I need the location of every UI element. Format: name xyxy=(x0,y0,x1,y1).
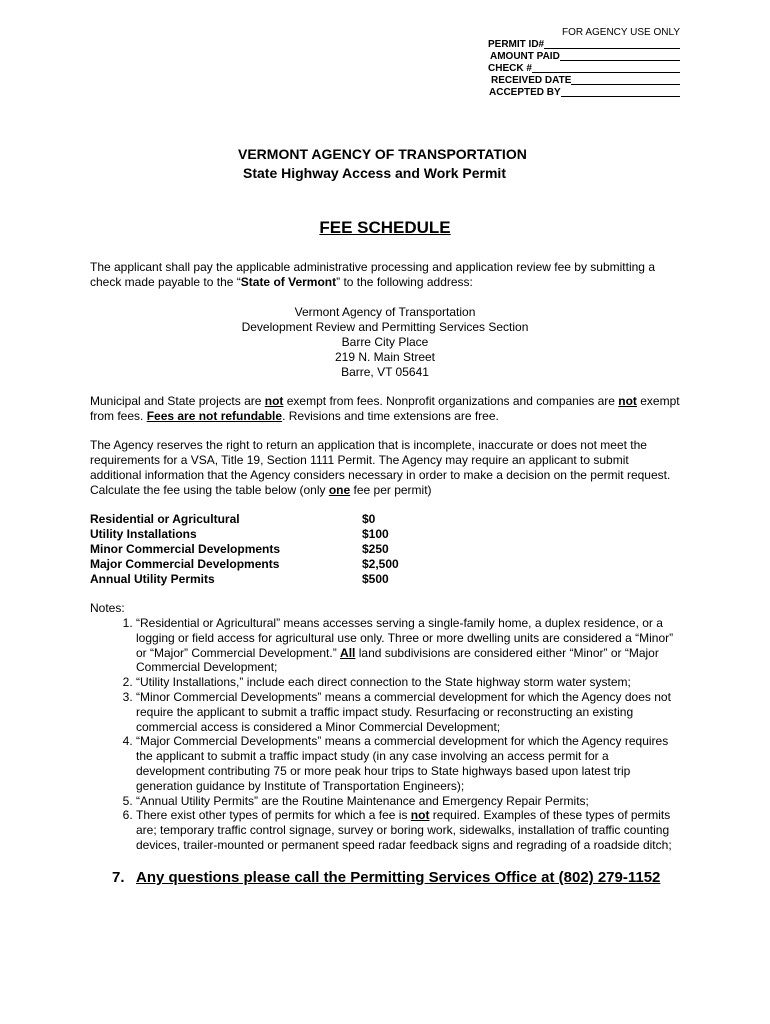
fee-type: Major Commercial Developments xyxy=(90,557,280,571)
note-item: 2. “Utility Installations,” include each direct connection to the State highway storm water system; xyxy=(136,675,680,690)
note-item: 5. “Annual Utility Permits” are the Routine Maintenance and Emergency Repair Permits; xyxy=(136,794,680,809)
permit-title: State Highway Access and Work Permit xyxy=(243,165,506,181)
amount-paid-field: AMOUNT PAID xyxy=(488,51,680,63)
mailing-address xyxy=(0,305,770,380)
contact-text: Any questions please call the Permitting Services Office at (802) 279-1152 xyxy=(136,869,661,886)
address-line: Barre City Place xyxy=(341,335,429,349)
intro-paragraph: The applicant shall pay the applicable administrative processing and application review fee by submitting a check made payable to the “State of Vermont” to the following address: xyxy=(90,260,655,289)
exemption-paragraph: Municipal and State projects are not exempt from fees. Nonprofit organizations and companies are not exempt from fees. Fees are not refundable. Revisions and time extensions are free. xyxy=(90,394,680,423)
address-line: 219 N. Main Street xyxy=(334,350,436,364)
payee-name: State of Vermont xyxy=(240,275,337,289)
notes-label: Notes: xyxy=(90,601,125,615)
fee-type: Minor Commercial Developments xyxy=(90,542,281,556)
address-line: Vermont Agency of Transportation xyxy=(294,305,476,319)
agency-use-heading: FOR AGENCY USE ONLY xyxy=(562,27,680,38)
fee-row xyxy=(90,512,399,527)
check-number-field: CHECK # xyxy=(488,63,680,75)
note-item: 1. “Residential or Agricultural” means accesses serving a single-family home, a duplex residence, or a logging or field access for agricultural use only. Three or more dwelling units are considered a “Minor” or “Major” Commercial Development.” All land subdivisions are considered either “Minor” or “Major Commercial Development; xyxy=(136,616,680,675)
fee-amount: $500 xyxy=(362,572,389,586)
fee-schedule-heading: FEE SCHEDULE xyxy=(319,218,451,237)
note-item: 4. “Major Commercial Developments” means a commercial development for which the Agency requires the applicant to submit a traffic impact study (in any case involving an access permit for a development contributing 75 or more peak hour trips to State highways based upon latest trip generation guidance by Institute of Transportation Engineers); xyxy=(136,734,680,793)
note-number: 7. xyxy=(112,869,125,886)
fee-row xyxy=(90,557,399,572)
address-line: Development Review and Permitting Services Section xyxy=(241,320,529,334)
fee-amount: $2,500 xyxy=(362,557,399,571)
notes-list xyxy=(90,616,680,853)
fee-row xyxy=(90,572,399,587)
reserve-paragraph: The Agency reserves the right to return an application that is incomplete, inaccurate or does not meet the requirements for a VSA, Title 19, Section 1111 Permit. The Agency may require an applicant to submit additional information that the Agency considers necessary in order to make a decision on the permit request. Calculate the fee using the table below (only one fee per permit) xyxy=(90,438,671,497)
fee-type: Annual Utility Permits xyxy=(90,572,215,586)
contact-note xyxy=(112,869,660,886)
emphasis-one: one xyxy=(328,483,351,497)
non-refundable-note: Fees are not refundable xyxy=(146,409,283,423)
fee-amount: $0 xyxy=(362,512,376,526)
received-date-field: RECEIVED DATE xyxy=(488,75,680,87)
fee-type: Utility Installations xyxy=(90,527,197,541)
emphasis-all: All xyxy=(340,645,356,660)
agency-title: VERMONT AGENCY OF TRANSPORTATION xyxy=(238,146,527,162)
fee-type: Residential or Agricultural xyxy=(90,512,240,526)
fee-row xyxy=(90,542,399,557)
emphasis-not: not xyxy=(618,394,637,408)
fee-amount: $100 xyxy=(362,527,389,541)
note-item: 3. “Minor Commercial Developments” means a commercial development for which the Agency does not require the applicant to submit a traffic impact study. Resurfacing or reconstructing an existing commercial access is considered a Minor Commercial Development; xyxy=(136,690,680,734)
fee-table xyxy=(90,512,399,587)
permit-id-field: PERMIT ID# xyxy=(488,39,680,51)
address-line: Barre, VT 05641 xyxy=(341,365,429,379)
accepted-by-field: ACCEPTED BY xyxy=(488,87,680,99)
emphasis-not: not xyxy=(264,394,284,408)
agency-use-box xyxy=(488,27,680,99)
emphasis-not: not xyxy=(410,808,430,823)
fee-amount: $250 xyxy=(362,542,389,556)
note-item: 6. There exist other types of permits for which a fee is not required. Examples of these types of permits are; temporary traffic control signage, survey or boring work, sidewalks, installation of traffic counting devices, trailer-mounted or permanent speed radar feedback signs and regrading of a roadside ditch; xyxy=(136,808,680,852)
fee-row xyxy=(90,527,399,542)
